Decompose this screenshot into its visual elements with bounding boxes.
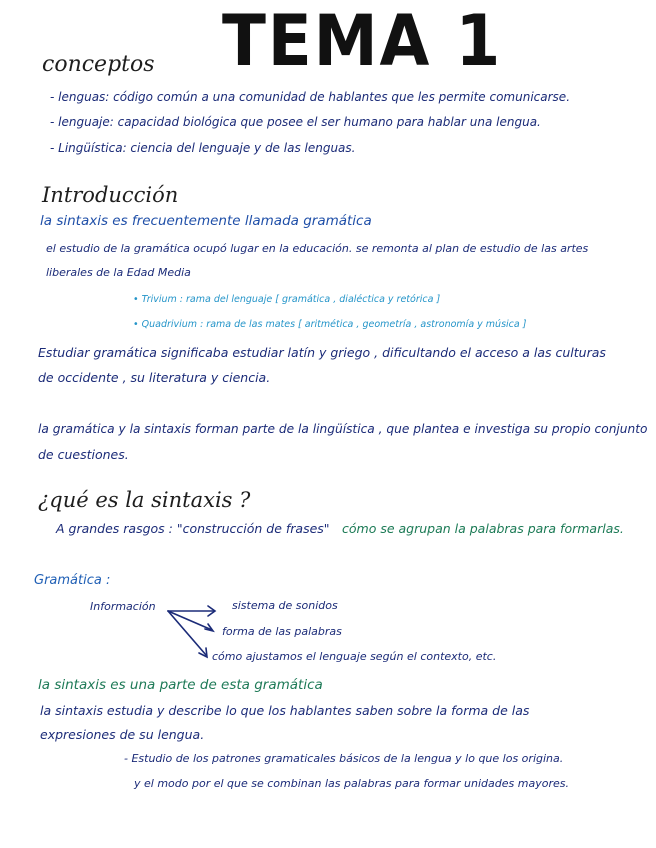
intro-line-7: de cuestiones. — [38, 447, 129, 462]
quadrivium-item: • Quadrivium : rama de las mates [ aritmética , geometría , astronomía y música ] — [133, 319, 527, 330]
page-title: TEMA 1 — [222, 0, 503, 82]
intro-line-4: Estudiar gramática significaba estudiar latín y griego , dificultando el acceso a las culturas — [38, 345, 606, 360]
gramatica-line-4: y el modo por el que se combinan las palabras para formar unidades mayores. — [134, 777, 569, 790]
gramatica-heading: Gramática : — [34, 573, 111, 588]
intro-line-5: de occidente , su literatura y ciencia. — [38, 370, 271, 385]
informacion-label: Información — [90, 600, 156, 613]
introduccion-heading: Introducción — [42, 183, 179, 207]
trivium-item: • Trivium : rama del lenguaje [ gramática , dialéctica y retórica ] — [133, 294, 441, 305]
branch-forma-palabras: forma de las palabras — [222, 625, 342, 638]
conceptos-heading: conceptos — [42, 52, 155, 77]
gramatica-line-3: - Estudio de los patrones gramaticales básicos de la lengua y lo que los origina. — [124, 752, 564, 765]
intro-line-6: la gramática y la sintaxis forman parte de la lingüística , que plantea e investiga su propio conjunto — [38, 422, 648, 436]
gramatica-line-2: expresiones de su lengua. — [40, 727, 205, 742]
gramatica-green-line: la sintaxis es una parte de esta gramática — [38, 677, 323, 693]
intro-line-3: liberales de la Edad Media — [46, 266, 191, 279]
branch-ajuste-contexto: cómo ajustamos el lenguaje según el contexto, etc. — [212, 650, 497, 663]
concept-item-linguistica: - Lingüística: ciencia del lenguaje y de las lenguas. — [50, 141, 356, 155]
concept-item-lenguaje: - lenguaje: capacidad biológica que posee el ser humano para hablar una lengua. — [50, 115, 541, 129]
que-es-text-b: cómo se agrupan la palabras para formarlas. — [342, 521, 624, 536]
que-es-text-a: A grandes rasgos : "construcción de frases" — [56, 521, 330, 536]
intro-line-2: el estudio de la gramática ocupó lugar en la educación. se remonta al plan de estudio de las artes — [46, 242, 589, 255]
branch-sistema-sonidos: sistema de sonidos — [232, 599, 338, 612]
concept-item-lenguas: - lenguas: código común a una comunidad de hablantes que les permite comunicarse. — [50, 90, 571, 104]
que-es-heading: ¿qué es la sintaxis ? — [38, 488, 251, 512]
intro-line-1: la sintaxis es frecuentemente llamada gramática — [40, 213, 372, 229]
gramatica-line-1: la sintaxis estudia y describe lo que los hablantes saben sobre la forma de las — [40, 703, 530, 718]
